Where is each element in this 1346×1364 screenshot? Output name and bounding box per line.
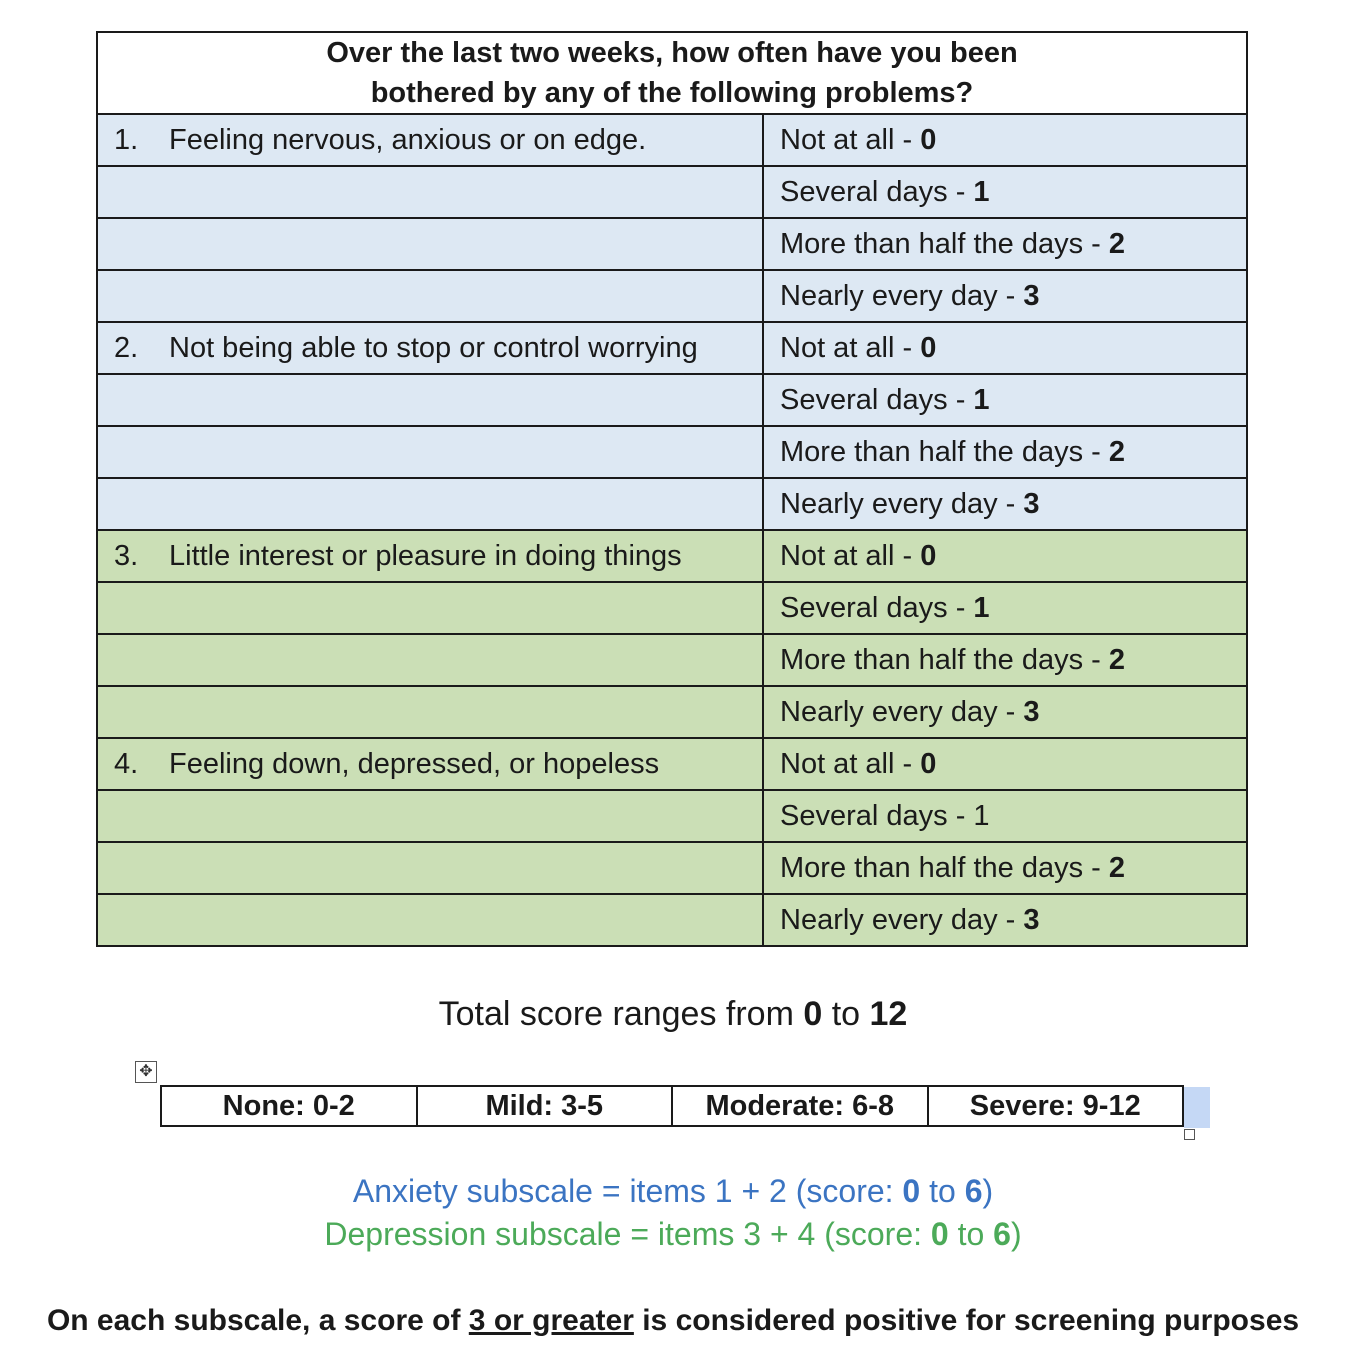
question-cell-empty (97, 582, 763, 634)
answer-option (763, 478, 1247, 530)
answer-label: Nearly every day - (780, 487, 1024, 520)
answer-label: Not at all - (780, 123, 921, 156)
question-cell-empty (97, 790, 763, 842)
answer-label: Several days - (780, 799, 974, 832)
question-number: 3. (114, 539, 139, 572)
answer-score: 1 (973, 383, 990, 416)
severity-severe: Severe: 9-12 (928, 1086, 1184, 1126)
anxiety-to: to (920, 1173, 965, 1209)
question-cell-empty (97, 218, 763, 270)
table-row (97, 218, 1247, 270)
screening-note-before: On each subscale, a score of (46, 1304, 469, 1337)
table-row (97, 686, 1247, 738)
answer-score: 0 (920, 747, 937, 780)
answer-option (763, 322, 1247, 374)
answer-option (763, 738, 1247, 790)
answer-score: 3 (1023, 903, 1040, 936)
answer-label: Several days - (780, 591, 974, 624)
answer-score: 1 (973, 591, 990, 624)
question-cell (97, 322, 763, 374)
table-row (97, 842, 1247, 894)
answer-score: 1 (973, 799, 990, 832)
severity-none: None: 0-2 (161, 1086, 417, 1126)
severity-mild: Mild: 3-5 (417, 1086, 673, 1126)
answer-score: 3 (1023, 279, 1040, 312)
answer-label: Not at all - (780, 539, 921, 572)
cell-selection-highlight (1184, 1087, 1210, 1128)
question-cell-empty (97, 270, 763, 322)
answer-option (763, 634, 1247, 686)
table-row (97, 738, 1247, 790)
question-cell (97, 738, 763, 790)
table-row (97, 582, 1247, 634)
answer-score: 0 (920, 331, 937, 364)
question-cell-empty (97, 894, 763, 946)
anxiety-subscale (0, 1173, 1346, 1210)
question-number: 2. (114, 331, 139, 364)
table-row (97, 270, 1247, 322)
severity-moderate: Moderate: 6-8 (672, 1086, 928, 1126)
anxiety-max: 6 (964, 1173, 983, 1209)
question-cell-empty (97, 374, 763, 426)
answer-option (763, 374, 1247, 426)
answer-score: 1 (973, 175, 990, 208)
depression-min: 0 (930, 1216, 949, 1252)
answer-label: Several days - (780, 175, 974, 208)
anxiety-min: 0 (902, 1173, 921, 1209)
question-header-line2: bothered by any of the following problems? (370, 77, 974, 109)
question-header (97, 32, 1247, 114)
answer-score: 2 (1108, 435, 1125, 468)
answer-label: Not at all - (780, 747, 921, 780)
table-row (97, 634, 1247, 686)
table-row (97, 374, 1247, 426)
depression-max: 6 (993, 1216, 1011, 1252)
answer-option (763, 114, 1247, 166)
answer-score: 0 (920, 123, 937, 156)
table-row (97, 166, 1247, 218)
question-number: 1. (114, 123, 139, 156)
answer-option (763, 894, 1247, 946)
answer-option (763, 582, 1247, 634)
answer-score: 3 (1023, 695, 1040, 728)
screening-note-after: is considered positive for screening purposes (633, 1304, 1300, 1337)
answer-option (763, 842, 1247, 894)
answer-score: 2 (1108, 227, 1125, 260)
anxiety-close: ) (982, 1173, 994, 1209)
question-header-line1: Over the last two weeks, how often have you been (326, 37, 1018, 69)
table-row (97, 530, 1247, 582)
table-row (97, 322, 1247, 374)
answer-label: Nearly every day - (780, 695, 1024, 728)
question-text: Feeling down, depressed, or hopeless (169, 747, 660, 780)
answer-label: Several days - (780, 383, 974, 416)
answer-score: 2 (1108, 851, 1125, 884)
answer-score: 0 (920, 539, 937, 572)
anxiety-subscale-text: Anxiety subscale = items 1 + 2 (score: (352, 1173, 903, 1209)
answer-score: 3 (1023, 487, 1040, 520)
table-row (97, 426, 1247, 478)
answer-option (763, 270, 1247, 322)
table-row (97, 114, 1247, 166)
question-cell-empty (97, 686, 763, 738)
answer-score: 2 (1108, 643, 1125, 676)
question-cell-empty (97, 426, 763, 478)
answer-option (763, 686, 1247, 738)
question-cell-empty (97, 166, 763, 218)
answer-label: More than half the days - (780, 227, 1109, 260)
depression-subscale-text: Depression subscale = items 3 + 4 (score: (324, 1216, 931, 1252)
total-to: to (822, 995, 870, 1033)
answer-option (763, 166, 1247, 218)
severity-table (160, 1085, 1184, 1127)
screening-note (0, 1304, 1346, 1338)
question-text: Little interest or pleasure in doing things (169, 539, 682, 572)
depression-to: to (948, 1216, 994, 1252)
depression-close: ) (1010, 1216, 1022, 1252)
answer-option (763, 218, 1247, 270)
total-min: 0 (803, 995, 823, 1033)
depression-subscale (0, 1216, 1346, 1253)
answer-label: Nearly every day - (780, 279, 1024, 312)
total-prefix: Total score ranges from (438, 995, 804, 1033)
questionnaire-table (96, 31, 1248, 947)
answer-option (763, 426, 1247, 478)
table-row (97, 478, 1247, 530)
question-text: Not being able to stop or control worrying (169, 331, 698, 364)
question-cell-empty (97, 634, 763, 686)
answer-label: More than half the days - (780, 435, 1109, 468)
severity-row (161, 1086, 1183, 1126)
answer-option (763, 790, 1247, 842)
question-cell-empty (97, 478, 763, 530)
table-row (97, 894, 1247, 946)
question-number: 4. (114, 747, 139, 780)
question-cell (97, 530, 763, 582)
move-handle-icon[interactable]: ✥ (135, 1061, 157, 1083)
question-cell (97, 114, 763, 166)
answer-label: More than half the days - (780, 851, 1109, 884)
answer-label: Nearly every day - (780, 903, 1024, 936)
resize-handle-icon[interactable] (1184, 1129, 1195, 1140)
answer-label: More than half the days - (780, 643, 1109, 676)
total-score-range (0, 995, 1346, 1034)
question-text: Feeling nervous, anxious or on edge. (169, 123, 647, 156)
table-row (97, 790, 1247, 842)
question-header-row (97, 32, 1247, 114)
screening-note-threshold: 3 or greater (468, 1304, 634, 1337)
answer-label: Not at all - (780, 331, 921, 364)
answer-option (763, 530, 1247, 582)
question-cell-empty (97, 842, 763, 894)
total-max: 12 (869, 995, 908, 1033)
